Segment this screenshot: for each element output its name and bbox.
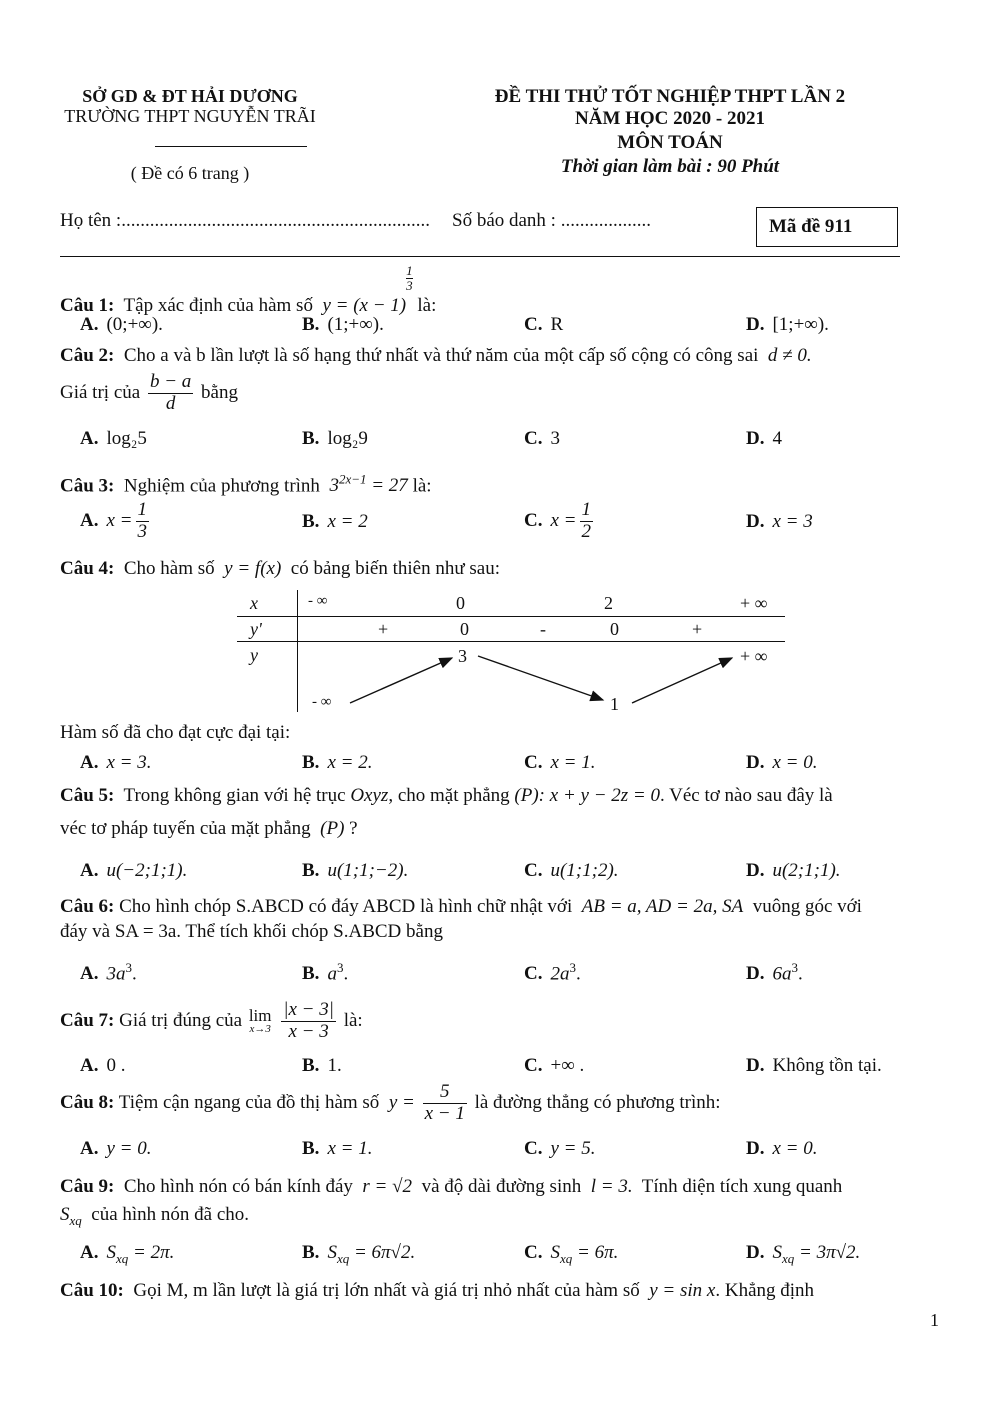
arrow-down — [478, 656, 603, 700]
y-val-neg-inf: - ∞ — [312, 694, 332, 710]
question-10: Câu 10: Gọi M, m lần lượt là giá trị lớn nhất và giá trị nhỏ nhất của hàm số y = sin x. Khẳng định — [60, 1280, 815, 1301]
dept-name: SỞ GD & ĐT HẢI DƯƠNG — [82, 86, 298, 106]
q4-option-b[interactable]: B. x = 2. — [302, 752, 373, 773]
exam-code: Mã đề 911 — [769, 216, 853, 237]
q7-option-a[interactable]: A. 0 . — [80, 1055, 126, 1076]
q2-fraction: $\frac{b - a}{d}$ — [149, 371, 192, 414]
arrow-up-1 — [350, 658, 452, 703]
y-val-pos-inf: + ∞ — [740, 646, 768, 666]
school-name: TRƯỜNG THPT NGUYỄN TRÃI — [64, 106, 316, 126]
q2-option-a[interactable]: A. log₂5 — [80, 428, 147, 449]
sign-3: + — [692, 619, 703, 639]
q7-fraction: $\frac{|x - 3|}{x - 3}$ — [283, 999, 334, 1042]
x-val-2: 2 — [604, 593, 613, 613]
q7-option-d[interactable]: D. Không tồn tại. — [746, 1055, 882, 1076]
student-id-field[interactable]: Số báo danh : ................... — [452, 210, 651, 231]
q4-option-c[interactable]: C. x = 1. — [524, 752, 596, 773]
table-y-label: y — [250, 645, 258, 665]
name-field[interactable]: Họ tên :................................................................. — [60, 210, 430, 231]
q7-limit: lim x→3 — [248, 1006, 272, 1036]
time-limit: Thời gian làm bài : 90 Phút — [560, 156, 780, 177]
q8-option-b[interactable]: B. x = 1. — [302, 1138, 373, 1159]
question-7: Câu 7: Giá trị đúng của lim x→3 $\frac{|x - 3|}{x - 3}$ là: — [60, 999, 363, 1042]
y-val-1: 1 — [610, 694, 619, 714]
q2-option-d[interactable]: D. 4 — [746, 428, 782, 449]
question-6-line2: đáy và SA = 3a. Thể tích khối chóp S.ABCD bằng — [60, 921, 443, 942]
q9-option-a[interactable]: A. $S_{xq} = 2\pi$. — [80, 1242, 175, 1266]
q3-option-d[interactable]: D. x = 3 — [746, 511, 813, 532]
q1-option-c[interactable]: C. R — [524, 314, 564, 335]
page-count: ( Đề có 6 trang ) — [130, 163, 250, 183]
question-6: Câu 6: Cho hình chóp S.ABCD có đáy ABCD là hình chữ nhật với AB = a, AD = 2a, SA vuông góc với — [60, 896, 862, 917]
table-yprime-label: y' — [250, 619, 262, 639]
q8-fraction: $\frac{5}{x - 1}$ — [424, 1081, 465, 1124]
q1-function: y = (x − 1) $^{\frac{1}{3}}$ — [317, 263, 413, 316]
q3-equation: $3^{2x-1} = 27$ — [324, 472, 408, 497]
q1-option-b[interactable]: B. (1;+∞). — [302, 314, 384, 335]
y-val-3: 3 — [458, 646, 467, 666]
q3-option-a[interactable]: A. x = $\frac{1}{3}$ — [80, 499, 147, 542]
q2-option-b[interactable]: B. log₂9 — [302, 428, 368, 449]
q5-option-d[interactable]: D. u(2;1;1). — [746, 860, 841, 881]
x-val-pos-inf: + ∞ — [740, 593, 768, 613]
sign-2: - — [540, 619, 546, 639]
question-4-prompt: Hàm số đã cho đạt cực đại tại: — [60, 722, 291, 743]
q4-option-d[interactable]: D. x = 0. — [746, 752, 818, 773]
q1-option-a[interactable]: A. (0;+∞). — [80, 314, 163, 335]
question-2: Câu 2: Cho a và b lần lượt là số hạng thứ nhất và thứ năm của một cấp số cộng có công sai d ≠ 0. — [60, 345, 812, 366]
question-9: Câu 9: Cho hình nón có bán kính đáy r = √2 và độ dài đường sinh l = 3. Tính diện tích xung quanh — [60, 1176, 843, 1197]
q5-option-a[interactable]: A. u(−2;1;1). — [80, 860, 188, 881]
sign-1: + — [378, 619, 389, 639]
x-val-0: 0 — [456, 593, 465, 613]
subject: MÔN TOÁN — [617, 132, 723, 153]
q6-option-b[interactable]: B. $a^3$. — [302, 960, 349, 985]
q6-option-a[interactable]: A. $3a^3$. — [80, 960, 137, 985]
question-3: Câu 3: Nghiệm của phương trình $3^{2x-1} = 27$ là: — [60, 472, 432, 497]
question-2-line2: Giá trị của $\frac{b - a}{d}$ bằng — [60, 371, 238, 414]
question-5-line2: véc tơ pháp tuyến của mặt phẳng (P) ? — [60, 818, 358, 839]
q4-option-a[interactable]: A. x = 3. — [80, 752, 152, 773]
q8-option-c[interactable]: C. y = 5. — [524, 1138, 596, 1159]
q8-option-a[interactable]: A. y = 0. — [80, 1138, 152, 1159]
question-4: Câu 4: Cho hàm số y = f(x) có bảng biến thiên như sau: — [60, 558, 501, 579]
arrow-up-2 — [632, 658, 732, 703]
q3-option-c[interactable]: C. x = $\frac{1}{2}$ — [524, 499, 591, 542]
table-x-label: x — [250, 593, 258, 613]
question-9-line2: $S_{xq}$ của hình nón đã cho. — [60, 1204, 250, 1228]
q2-option-c[interactable]: C. 3 — [524, 428, 560, 449]
sign-zero-2: 0 — [610, 619, 619, 639]
exam-title: ĐỀ THI THỬ TỐT NGHIỆP THPT LẦN 2 — [494, 86, 846, 107]
q6-option-d[interactable]: D. $6a^3$. — [746, 960, 803, 985]
page-number: 1 — [930, 1310, 939, 1330]
sign-zero-1: 0 — [460, 619, 469, 639]
q5-option-b[interactable]: B. u(1;1;−2). — [302, 860, 409, 881]
q9-option-c[interactable]: C. $S_{xq} = 6\pi$. — [524, 1242, 619, 1266]
q9-option-b[interactable]: B. $S_{xq} = 6\pi√2$. — [302, 1242, 416, 1266]
q3-option-b[interactable]: B. x = 2 — [302, 511, 368, 532]
q7-option-c[interactable]: C. +∞ . — [524, 1055, 585, 1076]
question-5: Câu 5: Trong không gian với hệ trục Oxyz, cho mặt phẳng (P): x + y − 2z = 0. Véc tơ nào sau đây là — [60, 785, 833, 806]
school-year: NĂM HỌC 2020 - 2021 — [575, 108, 765, 129]
question-1: Câu 1: Tập xác định của hàm số y = (x − 1) $^{\frac{1}{3}}$ là: — [60, 263, 437, 316]
q8-option-d[interactable]: D. x = 0. — [746, 1138, 818, 1159]
q9-option-d[interactable]: D. $S_{xq} = 3\pi√2$. — [746, 1242, 861, 1266]
x-val-neg-inf: - ∞ — [308, 593, 328, 609]
q1-option-d[interactable]: D. [1;+∞). — [746, 314, 829, 335]
q6-option-c[interactable]: C. $2a^3$. — [524, 960, 581, 985]
q7-option-b[interactable]: B. 1. — [302, 1055, 342, 1076]
q5-option-c[interactable]: C. u(1;1;2). — [524, 860, 619, 881]
question-8: Câu 8: Tiệm cận ngang của đồ thị hàm số y = $\frac{5}{x - 1}$ là đường thẳng có phương trình: — [60, 1081, 721, 1124]
